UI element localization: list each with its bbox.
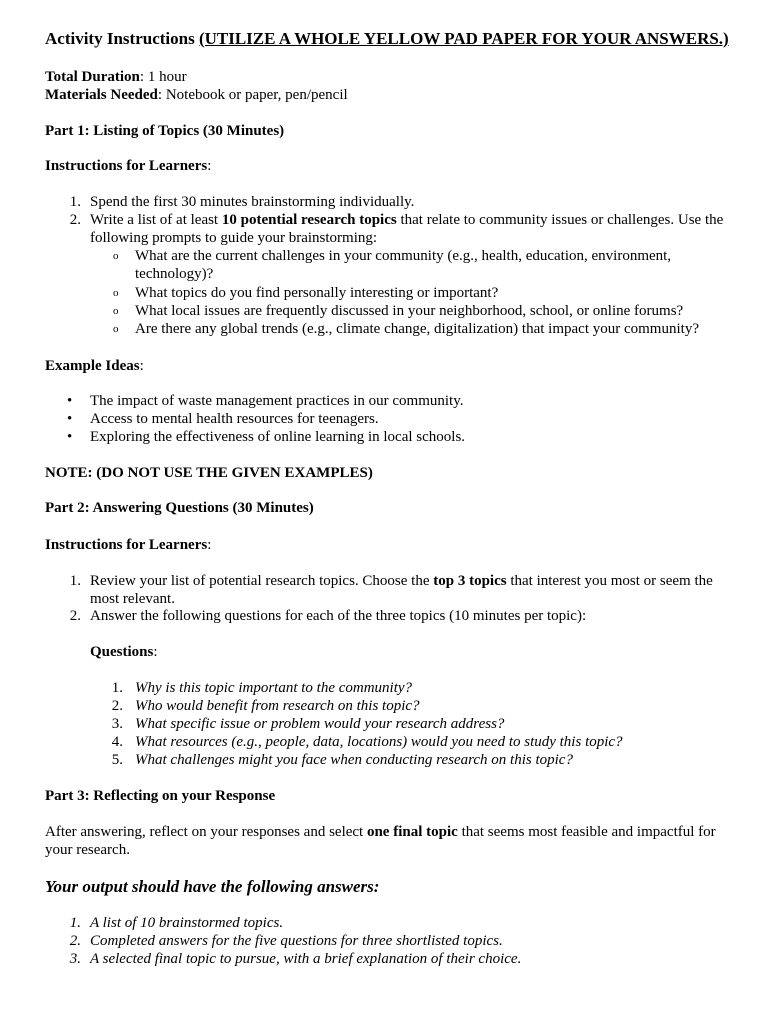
bullet-icon: • [67,429,73,445]
list-number: 1. [69,573,81,589]
output-item-text: Completed answers for the five questions for three shortlisted topics. [90,933,503,949]
list-number: 3. [111,716,123,732]
part1-step-2 [90,211,725,247]
part3-heading [45,787,275,805]
question-text: What specific issue or problem would your research address? [135,716,505,732]
step-text: Write a list of at least [90,212,222,228]
output-heading-text: Your output should have the following answers: [45,877,380,896]
questions-label-text: Questions [90,644,154,660]
question-item [135,751,573,769]
list-number-text: 1. [69,915,81,931]
question-item [135,697,420,715]
materials-separator: : [157,87,166,103]
part2-instructions-label [45,536,211,554]
circle-bullet-icon: o [113,305,119,317]
note-text: NOTE: (DO NOT USE THE GIVEN EXAMPLES) [45,465,373,481]
output-heading [45,877,379,897]
list-number: 2. [111,698,123,714]
part2-heading [45,499,314,517]
circle-bullet-icon: o [113,323,119,335]
prompt-item: What local issues are frequently discussed in your neighborhood, school, or online forums? [135,303,684,319]
list-number-text: 2. [69,933,81,949]
question-text: What challenges might you face when conducting research on this topic? [135,752,573,768]
output-item [90,932,725,950]
materials-label: Materials Needed [45,87,158,103]
step-text: Review your list of potential research topics. Choose the [90,573,434,589]
questions-colon: : [153,644,158,660]
duration-value: 1 hour [147,69,187,85]
list-number: 4. [111,734,123,750]
note [45,464,373,482]
part2-instructions-text: Instructions for Learners [45,537,208,553]
output-item [90,914,725,932]
part1-step-1: Spend the first 30 minutes brainstorming individually. [90,194,415,210]
list-number: 2. [69,212,81,228]
prompt-item: Are there any global trends (e.g., climate change, digitalization) that impact your community? [135,321,699,337]
part1-heading-text: Part 1: Listing of Topics (30 Minutes) [45,123,285,139]
paragraph-emphasis: one final topic [366,824,458,840]
page-title [45,30,729,48]
list-number: 2. [69,608,81,624]
part1-instructions-colon: : [207,158,212,174]
part2-heading-text: Part 2: Answering Questions (30 Minutes) [45,500,314,516]
example-item: Access to mental health resources for teenagers. [90,411,379,427]
circle-bullet-icon: o [113,287,119,299]
question-item [135,715,504,733]
output-item-text: A selected final topic to pursue, with a brief explanation of their choice. [90,951,522,967]
output-item-text: A list of 10 brainstormed topics. [90,915,284,931]
materials-needed [45,86,348,104]
part1-heading [45,122,284,140]
part2-step-1 [90,572,725,608]
total-duration [45,68,187,86]
question-text: What resources (e.g., people, data, locations) would you need to study this topic? [135,734,623,750]
prompt-item: What are the current challenges in your community (e.g., health, education, environment, technology)? [135,248,672,282]
part2-step-2: Answer the following questions for each of the three topics (10 minutes per topic): [90,608,587,624]
output-item [90,950,725,968]
part1-instructions-label [45,157,211,175]
example-item: The impact of waste management practices in our community. [90,393,464,409]
questions-label [90,643,158,661]
paragraph-text: that seems most feasible and impactful for your research. [45,824,716,858]
list-number: 5. [111,752,123,768]
step-emphasis: 10 potential research topics [221,212,397,228]
paragraph-text: After answering, reflect on your responses and select [45,824,367,840]
question-text: Why is this topic important to the community? [135,680,413,696]
step-text: that relate to community issues or challenges. Use the following prompts to guide your brainstorming: [90,212,724,246]
title-note: (UTILIZE A WHOLE YELLOW PAD PAPER FOR YOUR ANSWERS.) [198,29,729,48]
duration-label: Total Duration [45,69,140,85]
title-main: Activity Instructions [45,29,195,48]
list-number: 1. [69,194,81,210]
list-number: 1. [111,680,123,696]
example-ideas-colon: : [139,358,144,374]
part3-heading-text: Part 3: Reflecting on your Response [45,788,276,804]
prompt-item: What topics do you find personally interesting or important? [135,285,499,301]
circle-bullet-icon: o [113,250,119,262]
example-ideas-label [45,357,144,375]
bullet-icon: • [67,393,73,409]
part3-paragraph [45,823,725,859]
question-item [135,679,412,697]
list-number [65,932,81,950]
duration-separator: : [139,69,148,85]
question-text: Who would benefit from research on this topic? [135,698,420,714]
question-item [135,733,623,751]
example-item: Exploring the effectiveness of online learning in local schools. [90,429,466,445]
part2-instructions-colon: : [207,537,212,553]
step-text: that interest you most or seem the most relevant. [90,573,713,607]
list-number-text: 3. [69,951,81,967]
example-ideas-text: Example Ideas [45,358,140,374]
list-number [65,914,81,932]
materials-value: Notebook or paper, pen/pencil [165,87,348,103]
step-emphasis: top 3 topics [433,573,507,589]
bullet-icon: • [67,411,73,427]
list-number [65,950,81,968]
part1-instructions-text: Instructions for Learners [45,158,208,174]
